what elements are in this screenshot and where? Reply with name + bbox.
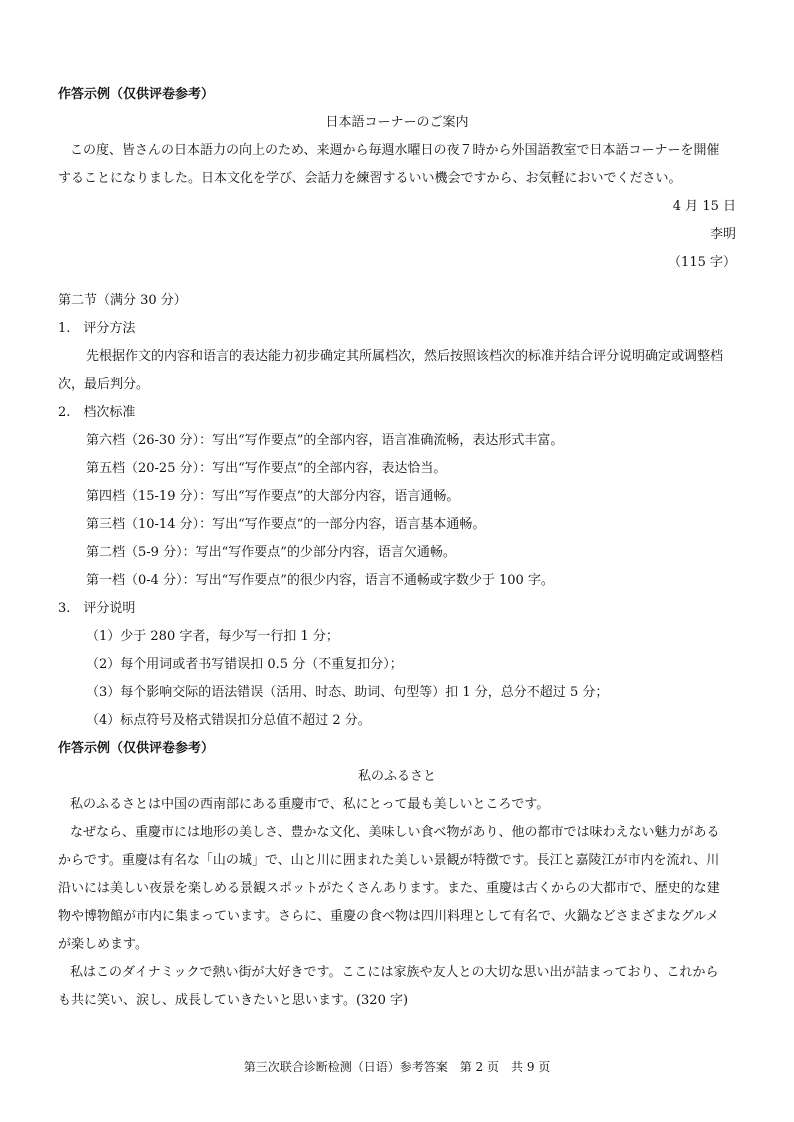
section2-heading: 第二节（满分 30 分）	[58, 293, 187, 308]
essay-line: も共に笑い、涙し、成長していきたいと思います。(320 字)	[58, 993, 409, 1008]
example1-title: 日本語コーナーのご案内	[325, 115, 469, 130]
example1-signature: 李明	[709, 227, 736, 242]
example2-title: 私のふるさと	[357, 769, 436, 784]
essay-line: なぜなら、重慶市には地形の美しさ、豊かな文化、美味しい食べ物があり、他の都市では味わえない魅力がある	[70, 825, 720, 840]
example1-word-count: （115 字）	[668, 255, 736, 270]
example1-heading: 作答示例（仅供评卷参考）	[58, 87, 215, 102]
scoring-method-line1: 先根据作文的内容和语言的表达能力初步确定其所属档次，然后按照该档次的标准并结合评分说明确定或调整档	[86, 349, 724, 364]
essay-line: からです。重慶は有名な「山の城」で、山と川に囲まれた美しい景観が特徴です。長江と嘉陵江が市内を流れ、川	[58, 853, 720, 868]
scoring-method-title: 1. 评分方法	[58, 321, 136, 336]
grade-standard-title: 2. 档次标准	[58, 405, 136, 420]
grade-level: 第六档（26-30 分）：写出“写作要点”的全部内容，语言准确流畅，表达形式丰富。	[86, 433, 564, 448]
scoring-notes-title: 3. 评分说明	[58, 601, 136, 616]
page-footer: 第三次联合诊断检测（日语）参考答案 第 2 页 共 9 页	[243, 1060, 551, 1074]
grade-level: 第三档（10-14 分）：写出“写作要点”的一部分内容，语言基本通畅。	[86, 517, 486, 532]
grade-level: 第四档（15-19 分）：写出“写作要点”的大部分内容，语言通畅。	[86, 489, 460, 504]
scoring-method-line2: 次，最后判分。	[58, 377, 150, 392]
essay-line: 私のふるさとは中国の西南部にある重慶市で、私にとって最も美しいところです。	[70, 797, 550, 812]
example1-body-line2: することになりました。日本文化を学び、会話力を練習するいい機会ですから、お気軽においでください。	[58, 171, 682, 186]
scoring-note: （2）每个用词或者书写错误扣 0.5 分（不重复扣分）；	[86, 657, 403, 672]
essay-line: 物や博物館が市内に集まっています。さらに、重慶の食べ物は四川料理として有名で、火鍋などさまざまなグルメ	[58, 909, 719, 924]
grade-level: 第二档（5-9 分）：写出“写作要点”的少部分内容，语言欠通畅。	[86, 545, 456, 560]
essay-line: 私はこのダイナミックで熱い街が大好きです。ここには家族や友人との大切な思い出が詰まっており、これから	[70, 965, 719, 980]
grade-level: 第五档（20-25 分）：写出“写作要点”的全部内容，表达恰当。	[86, 461, 447, 476]
essay-line: 沿いには美しい夜景を楽しめる景観スポットがたくさんあります。また、重慶は古くからの大都市で、歴史的な建	[58, 881, 720, 896]
scoring-note: （1）少于 280 字者，每少写一行扣 1 分；	[86, 629, 339, 644]
example2-heading: 作答示例（仅供评卷参考）	[58, 741, 215, 756]
example1-body-line1: この度、皆さんの日本語力の向上のため、来週から毎週水曜日の夜７時から外国語教室で日本語コーナーを開催	[70, 143, 720, 158]
grade-level: 第一档（0-4 分）：写出“写作要点”的很少内容，语言不通畅或字数少于 100 字。	[86, 573, 554, 588]
essay-line: が楽しめます。	[58, 937, 148, 952]
scoring-note: （4）标点符号及格式错误扣分总值不超过 2 分。	[86, 713, 371, 728]
scoring-note: （3）每个影响交际的语法错误（活用、时态、助词、句型等）扣 1 分，总分不超过 5 分；	[86, 685, 609, 700]
example1-date: 4 月 15 日	[672, 199, 736, 214]
